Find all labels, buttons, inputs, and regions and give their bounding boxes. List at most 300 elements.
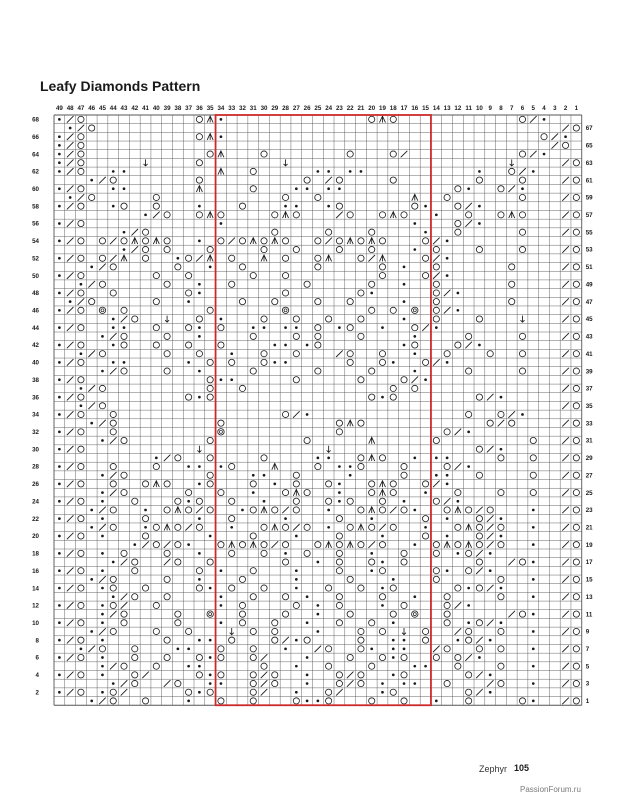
yarn-over-symbol (476, 559, 482, 565)
column-number: 40 (152, 105, 160, 112)
purl-symbol (101, 621, 104, 624)
k2tog-symbol (562, 437, 569, 444)
yarn-over-symbol (142, 255, 148, 261)
yarn-over-symbol (250, 698, 256, 704)
yarn-over-symbol (250, 168, 256, 174)
yarn-over-symbol (498, 663, 504, 669)
yarn-over-symbol (78, 516, 84, 522)
row-number-right: 53 (585, 246, 593, 254)
purl-symbol (424, 231, 427, 234)
yarn-over-symbol (99, 351, 105, 357)
purl-symbol (69, 127, 72, 130)
purl-symbol (58, 257, 61, 260)
k2tog-symbol (433, 255, 440, 262)
yarn-over-symbol (304, 489, 310, 495)
yarn-over-symbol (358, 377, 364, 383)
yarn-over-symbol (498, 212, 504, 218)
row-number-right: 31 (585, 437, 593, 445)
purl-symbol (58, 161, 61, 164)
yarn-over-symbol (207, 437, 213, 443)
purl-symbol (317, 561, 320, 564)
k2tog-symbol (508, 611, 515, 618)
yarn-over-symbol (293, 246, 299, 252)
footer-page-number: 105 (514, 763, 530, 773)
k2tog-symbol (164, 559, 171, 566)
column-number: 33 (228, 105, 236, 112)
yarn-over-symbol (207, 307, 213, 313)
purl-symbol (58, 222, 61, 225)
k2tog-symbol (67, 446, 74, 453)
purl-symbol (112, 326, 115, 329)
yarn-over-symbol (164, 594, 170, 600)
purl-symbol (424, 205, 427, 208)
yarn-over-symbol (272, 672, 278, 678)
row-number-right: 21 (585, 524, 593, 532)
yarn-over-symbol (186, 255, 192, 261)
yarn-over-symbol (444, 429, 450, 435)
yarn-over-symbol (261, 455, 267, 461)
double-decrease-symbol (207, 134, 213, 140)
yarn-over-symbol (358, 628, 364, 634)
k2tog-symbol (562, 680, 569, 687)
k2tog-symbol (433, 359, 440, 366)
make-bobble-symbol (99, 307, 105, 313)
column-number: 3 (553, 105, 557, 112)
yarn-over-symbol (422, 628, 428, 634)
purl-symbol (338, 491, 341, 494)
double-decrease-symbol (379, 116, 385, 122)
yarn-over-symbol (466, 550, 472, 556)
purl-symbol (295, 205, 298, 208)
purl-symbol (123, 187, 126, 190)
yarn-over-symbol (476, 472, 482, 478)
k2tog-symbol (508, 559, 515, 566)
yarn-over-symbol (336, 680, 342, 686)
yarn-over-symbol (164, 246, 170, 252)
yarn-over-symbol (218, 542, 224, 548)
yarn-over-symbol (78, 168, 84, 174)
yarn-over-symbol (293, 212, 299, 218)
row-number-left: 58 (32, 203, 39, 211)
yarn-over-symbol (401, 507, 407, 513)
k2tog-symbol (99, 628, 106, 635)
double-decrease-symbol (466, 524, 472, 530)
purl-symbol (370, 569, 373, 572)
yarn-over-symbol (239, 542, 245, 548)
yarn-over-symbol (347, 299, 353, 305)
purl-symbol (564, 135, 567, 138)
k2tog-symbol (196, 507, 203, 514)
yarn-over-symbol (110, 264, 116, 270)
purl-symbol (532, 665, 535, 668)
purl-symbol (489, 569, 492, 572)
k2tog-symbol (121, 680, 128, 687)
purl-symbol (413, 457, 416, 460)
yarn-over-symbol (336, 420, 342, 426)
purl-symbol (220, 604, 223, 607)
purl-symbol (273, 344, 276, 347)
yarn-over-symbol (207, 689, 213, 695)
yarn-over-symbol (239, 602, 245, 608)
k2tog-symbol (390, 507, 397, 514)
yarn-over-symbol (498, 411, 504, 417)
k2tog-symbol (88, 281, 95, 288)
purl-symbol (413, 509, 416, 512)
k2tog-symbol (487, 394, 494, 401)
column-number: 42 (131, 105, 139, 112)
yarn-over-symbol (78, 151, 84, 157)
purl-symbol (220, 318, 223, 321)
yarn-over-symbol (336, 203, 342, 209)
yarn-over-symbol (326, 316, 332, 322)
purl-symbol (457, 309, 460, 312)
purl-symbol (198, 483, 201, 486)
yarn-over-symbol (455, 524, 461, 530)
purl-symbol (220, 222, 223, 225)
make-bobble-symbol (282, 307, 288, 313)
yarn-over-symbol (153, 542, 159, 548)
yarn-over-symbol (304, 550, 310, 556)
purl-symbol (58, 361, 61, 364)
purl-symbol (155, 457, 158, 460)
purl-symbol (101, 665, 104, 668)
k2tog-symbol (552, 142, 559, 149)
purl-symbol (532, 613, 535, 616)
yarn-over-symbol (315, 299, 321, 305)
k2tog-symbol (562, 507, 569, 514)
k2tog-symbol (88, 385, 95, 392)
purl-symbol (338, 187, 341, 190)
yarn-over-symbol (336, 594, 342, 600)
row-number-right: 7 (585, 646, 590, 654)
k2tog-symbol (562, 489, 569, 496)
yarn-over-symbol (315, 325, 321, 331)
k2tog-symbol (99, 524, 106, 531)
yarn-over-symbol (573, 420, 579, 426)
k2tog-symbol (67, 324, 74, 331)
k2tog-symbol (67, 185, 74, 192)
purl-symbol (446, 257, 449, 260)
yarn-over-symbol (304, 177, 310, 183)
purl-symbol (413, 595, 416, 598)
yarn-over-symbol (519, 116, 525, 122)
double-decrease-symbol (326, 255, 332, 261)
yarn-over-symbol (153, 628, 159, 634)
purl-symbol (80, 387, 83, 390)
purl-symbol (101, 500, 104, 503)
k2tog-symbol (336, 212, 343, 219)
yarn-over-symbol (218, 672, 224, 678)
purl-symbol (187, 361, 190, 364)
yarn-over-symbol (99, 385, 105, 391)
purl-symbol (263, 500, 266, 503)
yarn-over-symbol (336, 672, 342, 678)
yarn-over-symbol (519, 246, 525, 252)
yarn-over-symbol (347, 524, 353, 530)
column-number: 32 (239, 105, 246, 112)
column-number: 34 (217, 105, 225, 112)
yarn-over-symbol (358, 463, 364, 469)
yarn-over-symbol (336, 568, 342, 574)
purl-symbol (392, 578, 395, 581)
yarn-over-symbol (573, 507, 579, 513)
yarn-over-symbol (186, 507, 192, 513)
column-number: 49 (55, 105, 63, 112)
yarn-over-symbol (498, 489, 504, 495)
yarn-over-symbol (347, 654, 353, 660)
row-number-right: 33 (585, 420, 593, 428)
yarn-over-symbol (218, 489, 224, 495)
k2tog-symbol (347, 680, 354, 687)
yarn-over-symbol (379, 238, 385, 244)
yarn-over-symbol (326, 229, 332, 235)
purl-symbol (306, 413, 309, 416)
yarn-over-symbol (466, 568, 472, 574)
k2tog-symbol (121, 559, 128, 566)
yarn-over-symbol (239, 264, 245, 270)
purl-symbol (306, 682, 309, 685)
yarn-over-symbol (99, 255, 105, 261)
yarn-over-symbol (455, 654, 461, 660)
yarn-over-symbol (272, 628, 278, 634)
k2tog-symbol (110, 437, 117, 444)
yarn-over-symbol (78, 411, 84, 417)
make-bobble-symbol-inner (413, 613, 416, 616)
purl-symbol (295, 691, 298, 694)
yarn-over-symbol (466, 628, 472, 634)
purl-symbol (478, 170, 481, 173)
yarn-over-symbol (293, 602, 299, 608)
yarn-over-symbol (422, 272, 428, 278)
purl-symbol (381, 604, 384, 607)
purl-symbol (90, 700, 93, 703)
row-number-left: 44 (32, 324, 39, 332)
purl-symbol (123, 170, 126, 173)
purl-symbol (101, 691, 104, 694)
k2tog-symbol (562, 194, 569, 201)
k2tog-symbol (67, 220, 74, 227)
yarn-over-symbol (272, 229, 278, 235)
yarn-over-symbol (207, 151, 213, 157)
column-number: 8 (499, 105, 503, 112)
yarn-over-symbol (110, 481, 116, 487)
k2tog-symbol (562, 541, 569, 548)
purl-symbol (532, 630, 535, 633)
make-bobble-symbol (218, 429, 224, 435)
purl-symbol (58, 274, 61, 277)
purl-symbol (198, 205, 201, 208)
yarn-over-symbol (121, 368, 127, 374)
footer-book-title: Zephyr (479, 764, 508, 774)
yarn-over-symbol (401, 654, 407, 660)
purl-symbol (101, 535, 104, 538)
yarn-over-symbol (207, 377, 213, 383)
yarn-over-symbol (401, 672, 407, 678)
k2tog-symbol (67, 151, 74, 158)
k2tog-symbol (67, 342, 74, 349)
yarn-over-symbol (347, 611, 353, 617)
yarn-over-symbol (218, 342, 224, 348)
purl-symbol (58, 240, 61, 243)
yarn-over-symbol (78, 272, 84, 278)
yarn-over-symbol (78, 637, 84, 643)
yarn-over-symbol (401, 602, 407, 608)
yarn-over-symbol (261, 351, 267, 357)
yarn-over-symbol (110, 411, 116, 417)
yarn-over-symbol (326, 698, 332, 704)
yarn-over-symbol (498, 524, 504, 530)
yarn-over-symbol (444, 602, 450, 608)
purl-symbol (58, 656, 61, 659)
yarn-over-symbol (573, 646, 579, 652)
yarn-over-symbol (358, 290, 364, 296)
purl-symbol (101, 335, 104, 338)
yarn-over-symbol (433, 654, 439, 660)
yarn-over-symbol (369, 663, 375, 669)
purl-symbol (435, 213, 438, 216)
yarn-over-symbol (78, 255, 84, 261)
yarn-over-symbol (99, 281, 105, 287)
yarn-over-symbol (455, 663, 461, 669)
double-decrease-symbol (261, 255, 267, 261)
k2tog-symbol (153, 212, 160, 219)
yarn-over-symbol (369, 524, 375, 530)
purl-symbol (317, 630, 320, 633)
yarn-over-symbol (498, 646, 504, 652)
yarn-over-symbol (433, 576, 439, 582)
column-number: 13 (443, 105, 451, 112)
yarn-over-symbol (444, 646, 450, 652)
purl-symbol (446, 240, 449, 243)
yarn-over-symbol (401, 212, 407, 218)
yarn-over-symbol (433, 307, 439, 313)
yarn-over-symbol (336, 550, 342, 556)
make-bobble-symbol-inner (284, 309, 287, 312)
purl-symbol (101, 674, 104, 677)
k2tog-symbol (562, 402, 569, 409)
yarn-over-symbol (261, 663, 267, 669)
yarn-over-symbol (239, 611, 245, 617)
k2tog-symbol (487, 619, 494, 626)
row-number-right: 61 (585, 177, 593, 185)
double-decrease-symbol (164, 524, 170, 530)
yarn-over-symbol (315, 238, 321, 244)
yarn-over-symbol (519, 698, 525, 704)
yarn-over-symbol (132, 672, 138, 678)
purl-symbol (306, 187, 309, 190)
yarn-over-symbol (282, 542, 288, 548)
purl-symbol (209, 535, 212, 538)
purl-symbol (101, 517, 104, 520)
yarn-over-symbol (229, 359, 235, 365)
k2tog-symbol (562, 663, 569, 670)
column-number: 39 (163, 105, 171, 112)
purl-symbol (370, 552, 373, 555)
yarn-over-symbol (78, 446, 84, 452)
yarn-over-symbol (573, 316, 579, 322)
double-decrease-symbol (153, 481, 159, 487)
yarn-over-symbol (326, 585, 332, 591)
k2tog-symbol (67, 290, 74, 297)
yarn-over-symbol (573, 542, 579, 548)
k2tog-symbol (110, 333, 117, 340)
page-title: Leafy Diamonds Pattern (40, 78, 201, 94)
yarn-over-symbol (110, 463, 116, 469)
k2tog-symbol (552, 133, 559, 140)
yarn-over-symbol (207, 385, 213, 391)
k2tog-symbol (476, 672, 483, 679)
yarn-over-symbol (196, 498, 202, 504)
yarn-over-symbol (433, 290, 439, 296)
column-number: 21 (357, 105, 365, 112)
make-bobble-symbol (412, 611, 418, 617)
row-number-left: 18 (32, 550, 39, 558)
k2tog-symbol (67, 116, 74, 123)
yarn-over-symbol (132, 316, 138, 322)
purl-symbol (403, 500, 406, 503)
row-number-right: 49 (585, 281, 593, 289)
yarn-over-symbol (390, 177, 396, 183)
yarn-over-symbol (164, 238, 170, 244)
yarn-over-symbol (153, 463, 159, 469)
yarn-over-symbol (487, 507, 493, 513)
yarn-over-symbol (573, 125, 579, 131)
yarn-over-symbol (390, 489, 396, 495)
k2tog-symbol (99, 420, 106, 427)
k2tog-symbol (121, 593, 128, 600)
yarn-over-symbol (186, 290, 192, 296)
yarn-over-symbol (573, 663, 579, 669)
purl-symbol (317, 700, 320, 703)
yarn-over-symbol (78, 568, 84, 574)
row-number-right: 41 (585, 350, 593, 358)
yarn-over-symbol (422, 481, 428, 487)
column-number: 15 (422, 105, 430, 112)
purl-symbol (112, 187, 115, 190)
yarn-over-symbol (78, 533, 84, 539)
yarn-over-symbol (186, 325, 192, 331)
row-number-left: 42 (32, 342, 39, 350)
yarn-over-symbol (78, 325, 84, 331)
purl-symbol (80, 647, 83, 650)
yarn-over-symbol (573, 212, 579, 218)
yarn-over-symbol (573, 698, 579, 704)
purl-symbol (230, 378, 233, 381)
double-decrease-symbol (207, 116, 213, 122)
column-number: 17 (400, 105, 408, 112)
yarn-over-symbol (476, 394, 482, 400)
yarn-over-symbol (110, 290, 116, 296)
purl-symbol (543, 153, 546, 156)
purl-symbol (467, 621, 470, 624)
k2tog-symbol (325, 177, 332, 184)
yarn-over-symbol (369, 229, 375, 235)
yarn-over-symbol (282, 255, 288, 261)
row-number-left: 22 (32, 515, 39, 523)
yarn-over-symbol (218, 325, 224, 331)
purl-symbol (403, 300, 406, 303)
purl-symbol (58, 569, 61, 572)
purl-symbol (413, 543, 416, 546)
k2tog-symbol (142, 541, 149, 548)
yarn-over-symbol (186, 489, 192, 495)
row-number-left: 20 (32, 533, 39, 541)
k2tog-symbol (444, 498, 451, 505)
row-number-right: 57 (585, 212, 593, 220)
k2tog-symbol (562, 559, 569, 566)
yarn-over-symbol (573, 628, 579, 634)
yarn-over-symbol (121, 550, 127, 556)
